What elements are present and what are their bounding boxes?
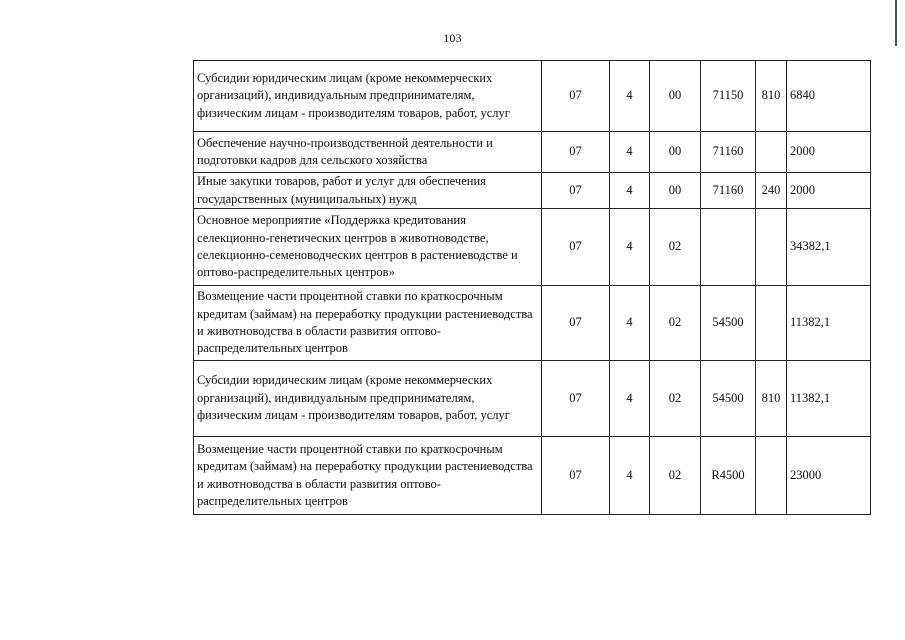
row-description: Возмещение части процентной ставки по краткосрочным кредитам (займам) на переработку продукции растениеводства и животноводства в области развития оптово-распределительных центров: [194, 437, 542, 515]
expense-type-code: 240: [756, 173, 787, 209]
program-code: 02: [650, 286, 701, 361]
amount-value: 2000: [787, 173, 871, 209]
amount-value: 11382,1: [787, 286, 871, 361]
section-code: 07: [542, 209, 610, 286]
table-row: [194, 61, 871, 132]
expense-type-code: 810: [756, 61, 787, 132]
row-description: Возмещение части процентной ставки по краткосрочным кредитам (займам) на переработку продукции растениеводства и животноводства в области развития оптово-распределительных центров: [194, 286, 542, 361]
target-code: 54500: [701, 361, 756, 437]
target-code: 71160: [701, 173, 756, 209]
row-description: Иные закупки товаров, работ и услуг для обеспечения государственных (муниципальных) нужд: [194, 173, 542, 209]
subsection-code: 4: [610, 286, 650, 361]
section-code: 07: [542, 437, 610, 515]
program-code: 00: [650, 61, 701, 132]
subsection-code: 4: [610, 61, 650, 132]
table-row: [194, 361, 871, 437]
target-code: [701, 209, 756, 286]
expense-type-code: [756, 132, 787, 173]
program-code: 00: [650, 132, 701, 173]
target-code: 54500: [701, 286, 756, 361]
table-row: [194, 209, 871, 286]
program-code: 00: [650, 173, 701, 209]
target-code: 71150: [701, 61, 756, 132]
program-code: 02: [650, 437, 701, 515]
amount-value: 34382,1: [787, 209, 871, 286]
amount-value: 11382,1: [787, 361, 871, 437]
expense-type-code: [756, 286, 787, 361]
section-code: 07: [542, 173, 610, 209]
amount-value: 2000: [787, 132, 871, 173]
subsection-code: 4: [610, 437, 650, 515]
expense-type-code: [756, 209, 787, 286]
section-code: 07: [542, 61, 610, 132]
table-row: [194, 437, 871, 515]
program-code: 02: [650, 361, 701, 437]
amount-value: 6840: [787, 61, 871, 132]
subsection-code: 4: [610, 361, 650, 437]
table-row: [194, 173, 871, 209]
expense-type-code: 810: [756, 361, 787, 437]
amount-value: 23000: [787, 437, 871, 515]
row-description: Субсидии юридическим лицам (кроме некоммерческих организаций), индивидуальным предпринимателям, физическим лицам - производителям товаров, работ, услуг: [194, 361, 542, 437]
table-row: [194, 286, 871, 361]
section-code: 07: [542, 132, 610, 173]
section-code: 07: [542, 286, 610, 361]
subsection-code: 4: [610, 173, 650, 209]
target-code: 71160: [701, 132, 756, 173]
table-row: [194, 132, 871, 173]
page-number: 103: [443, 31, 462, 45]
subsection-code: 4: [610, 209, 650, 286]
program-code: 02: [650, 209, 701, 286]
section-code: 07: [542, 361, 610, 437]
budget-table: [193, 60, 871, 515]
row-description: Обеспечение научно-производственной деятельности и подготовки кадров для сельского хозяйства: [194, 132, 542, 173]
expense-type-code: [756, 437, 787, 515]
row-description: Основное мероприятие «Поддержка кредитования селекционно-генетических центров в животноводстве, селекционно-семеноводческих центров в растениеводстве и оптово-распределительных центров»: [194, 209, 542, 286]
subsection-code: 4: [610, 132, 650, 173]
scan-edge-mark: [895, 0, 897, 46]
row-description: Субсидии юридическим лицам (кроме некоммерческих организаций), индивидуальным предпринимателям, физическим лицам - производителям товаров, работ, услуг: [194, 61, 542, 132]
target-code: R4500: [701, 437, 756, 515]
